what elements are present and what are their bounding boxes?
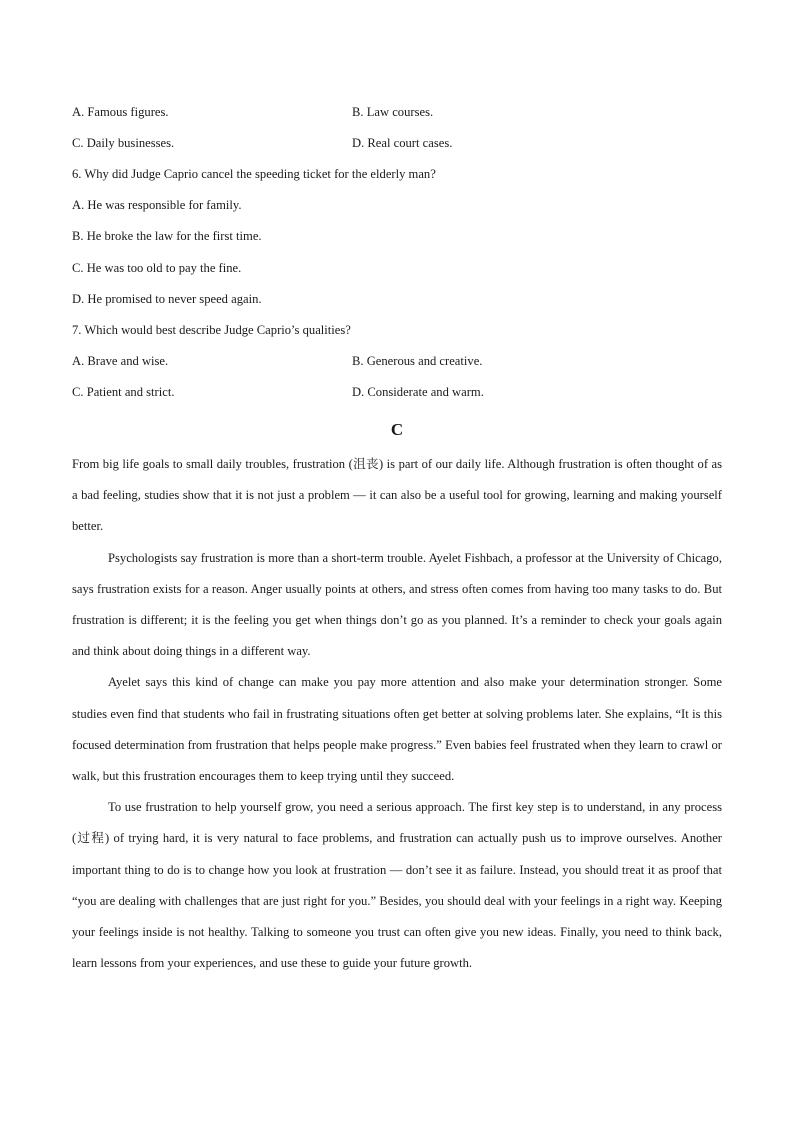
q7-option-a: A. Brave and wise. — [72, 354, 169, 368]
q5-option-a: A. Famous figures. — [72, 105, 169, 119]
q6-option-b: B. He broke the law for the first time. — [72, 229, 262, 243]
q7-option-b: B. Generous and creative. — [352, 354, 483, 368]
q6-question: 6. Why did Judge Caprio cancel the speeding ticket for the elderly man? — [72, 167, 436, 181]
q5-option-c: C. Daily businesses. — [72, 136, 175, 150]
q6-option-c: C. He was too old to pay the fine. — [72, 261, 242, 275]
q6-option-a: A. He was responsible for family. — [72, 198, 242, 212]
section-heading: C — [390, 420, 404, 439]
passage-paragraph-4: To use frustration to help yourself grow, you need a serious approach. The first key step is to understand, in any process (过程) of trying hard, it is very natural to face problems, and frustration can actually push us to improve ourselves. Another important thing to do is to change how you look at frustration — don’t see it as failure. Instead, you should treat it as proof that “you are dealing with challenges that are just right for you.” Besides, you should deal with your feelings in a right way. Keeping your feelings inside is not healthy. Talking to someone you trust can often give you new ideas. Finally, you need to think back, learn lessons from your experiences, and use these to guide your future growth. — [72, 800, 722, 971]
passage-paragraph-2: Psychologists say frustration is more than a short-term trouble. Ayelet Fishbach, a professor at the University of Chicago, says frustration exists for a reason. Anger usually points at others, and stress often comes from having too many tasks to do. But frustration is different; it is the feeling you get when things don’t go as you planned. It’s a reminder to check your goals again and think about doing things in a different way. — [72, 550, 722, 659]
q5-option-d: D. Real court cases. — [352, 136, 453, 150]
q7-question: 7. Which would best describe Judge Caprio’s qualities? — [72, 323, 351, 337]
q5-option-b: B. Law courses. — [352, 105, 434, 119]
q6-option-d: D. He promised to never speed again. — [72, 292, 262, 306]
q7-option-c: C. Patient and strict. — [72, 385, 175, 399]
passage-paragraph-1: From big life goals to small daily troubles, frustration (沮丧) is part of our daily life. Although frustration is often thought of as a bad feeling, studies show that it is not just a problem — it can also be a useful tool for growing, learning and making yourself better. — [72, 457, 722, 534]
q7-option-d: D. Considerate and warm. — [352, 385, 484, 399]
passage — [72, 449, 722, 979]
passage-paragraph-3: Ayelet says this kind of change can make you pay more attention and also make your determination stronger. Some studies even find that students who fail in frustrating situations often get better at solving problems later. She explains, “It is this focused determination from frustration that helps people make progress.” Even babies feel frustrated when they learn to crawl or walk, but this frustration encourages them to keep trying until they succeed. — [72, 675, 722, 784]
